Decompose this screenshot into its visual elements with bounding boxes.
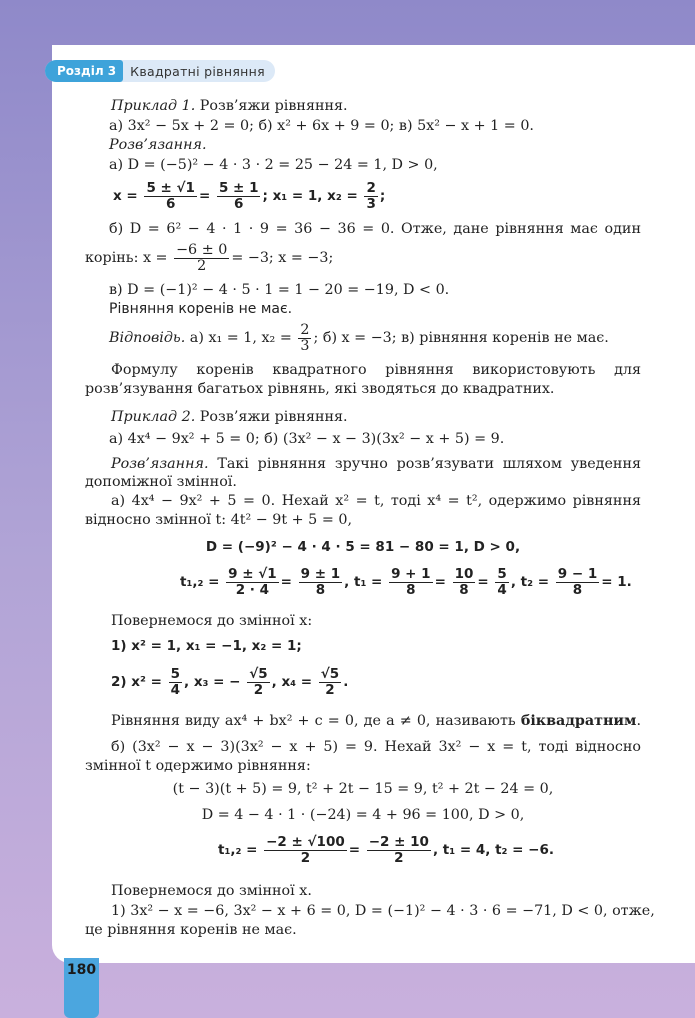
example2-last-l1: 1) 3x² − x = −6, 3x² − x + 6 = 0, D = (−1)² − 4 · 3 · 6 = −71, D < 0, отже, <box>111 903 655 919</box>
example2-back-to-x-2: Повернемося до змінної x. <box>111 883 312 899</box>
example1-heading: Приклад 1. Розв’яжи рівняння. <box>111 98 348 114</box>
example1-c-result: Рівняння коренів не має. <box>109 301 293 317</box>
section-badge: Розділ 3 <box>45 60 123 82</box>
solution-label: Розв’язання. <box>109 137 207 153</box>
example2-a-discriminant: D = (−9)² − 4 · 4 · 5 = 81 − 80 = 1, D > 0, <box>205 539 521 555</box>
example2-case1: 1) x² = 1, x₁ = −1, x₂ = 1; <box>111 638 302 654</box>
example1-c-discriminant: в) D = (−1)² − 4 · 5 · 1 = 1 − 20 = −19, D < 0. <box>109 282 450 298</box>
page-number: 180 <box>64 958 99 1018</box>
example1-b-discriminant: б) D = 6² − 4 · 1 · 9 = 36 − 36 = 0. Отже, дане рівняння має один <box>109 221 641 237</box>
example2-a-roots-t: t₁,₂ = $\frac{9 \pm √1}{2 \cdot 4}$ = $\frac{9 \pm 1}{8}$ , t₁ = $\frac{9 + 1}{8}$ = $\frac{10}{8}$ = $\frac{5}{4}$ , t₂ = $\frac{9 - 1}{8}$ = 1. <box>180 565 632 598</box>
example2-items: а) 4x⁴ − 9x² + 5 = 0; б) (3x² − x − 3)(3x² − x + 5) = 9. <box>109 431 505 447</box>
example2-a-l1: а) 4x⁴ − 9x² + 5 = 0. Нехай x² = t, тоді x⁴ = t², одержимо рівняння <box>111 493 641 509</box>
example2-back-to-x: Повернемося до змінної x: <box>111 613 313 629</box>
example2-case2: 2) x² = $\frac{5}{4}$ , x₃ = − $\frac{√5}{2}$ , x₄ = $\frac{√5}{2}$ . <box>111 665 349 698</box>
example2-b-l1: б) (3x² − x − 3)(3x² − x + 5) = 9. Нехай 3x² − x = t, тоді відносно <box>111 739 641 755</box>
example2-last-l2: це рівняння коренів не має. <box>85 922 297 938</box>
example2-b-l2: змінної t одержимо рівняння: <box>85 758 311 774</box>
example2-b-equation: (t − 3)(t + 5) = 9, t² + 2t − 15 = 9, t² + 2t − 24 = 0, <box>172 781 554 797</box>
example1-items: а) 3x² − 5x + 2 = 0; б) x² + 6x + 9 = 0; в) 5x² − x + 1 = 0. <box>109 118 534 134</box>
example2-solution-l2: допоміжної змінної. <box>85 474 237 490</box>
section-tab <box>45 60 275 82</box>
biquadratic-definition: Рівняння виду ax⁴ + bx² + c = 0, де a ≠ 0, називають біквадратним. <box>111 713 641 729</box>
example2-solution-l1: Розв’язання. Такі рівняння зручно розв’язувати шляхом уведення <box>111 456 641 472</box>
paragraph-formula-l1: Формулу коренів квадратного рівняння використовують для <box>111 362 641 378</box>
example1-a-discriminant: а) D = (−5)² − 4 · 3 · 2 = 25 − 24 = 1, D > 0, <box>109 157 438 173</box>
example2-heading: Приклад 2. Розв’яжи рівняння. <box>111 409 348 425</box>
example2-b-discriminant: D = 4 − 4 · 1 · (−24) = 4 + 96 = 100, D > 0, <box>201 807 525 823</box>
example2-b-roots: t₁,₂ = $\frac{-2 \pm √100}{2}$ = $\frac{-2 \pm 10}{2}$ , t₁ = 4, t₂ = −6. <box>218 833 554 866</box>
paragraph-formula-l2: розв’язування багатьох рівнянь, які зводяться до квадратних. <box>85 381 555 397</box>
example2-a-l2: відносно змінної t: 4t² − 9t + 5 = 0, <box>85 512 352 528</box>
example1-answer: Відповідь. а) x₁ = 1, x₂ = $\frac{2}{3}$ ; б) x = −3; в) рівняння коренів не має. <box>109 321 609 354</box>
example1-b-root: корінь: x = $\frac{-6 \pm 0}{2}$ = −3; x = −3; <box>85 241 334 274</box>
section-title: Квадратні рівняння <box>130 63 265 79</box>
example1-a-roots: x = $\frac{5 \pm √1}{6}$ = $\frac{5 \pm 1}{6}$ ; x₁ = 1, x₂ = $\frac{2}{3}$ ; <box>113 179 386 212</box>
